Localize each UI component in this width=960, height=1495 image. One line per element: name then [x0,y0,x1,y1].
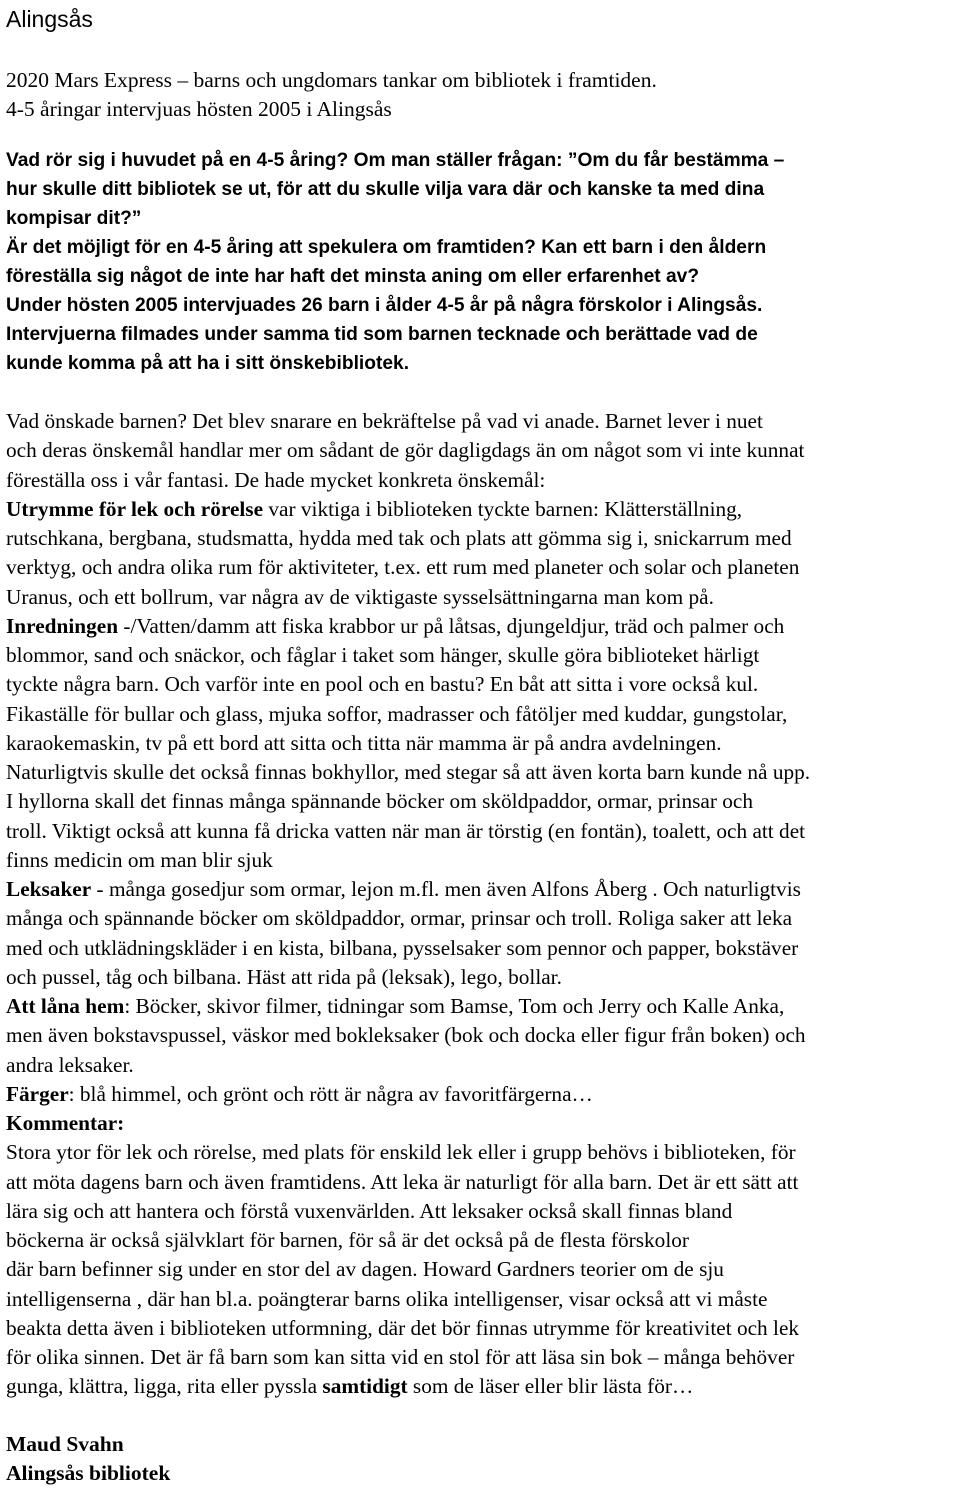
body-line: böckerna är också självklart för barnen, för så är det också på de flesta förskolor [6,1228,689,1252]
body-line: där barn befinner sig under en stor del av dagen. Howard Gardners teorier om de sju [6,1257,724,1282]
body-line [6,1109,956,1138]
body-line: Fikaställe för bullar och glass, mjuka soffor, madrasser och fåtöljer med kuddar, gungstolar, [6,701,788,726]
question-line: Är det möjligt för en 4-5 åring att spekulera om framtiden? Kan ett barn i den åldern [6,237,767,258]
body-line: verktyg, och andra olika rum för aktiviteter, t.ex. ett rum med planeter och solar och planeten [6,555,800,580]
author-name: Maud Svahn [6,1431,124,1456]
body-line-rest: -/Vatten/damm att fiska krabbor ur på låtsas, djungeldjur, träd och palmer och [118,613,785,638]
body-line: föreställa oss i vår fantasi. De hade mycket konkreta önskemål: [6,467,546,492]
body-line [6,875,956,904]
document-title: Alingsås [6,6,93,32]
question-line: Under hösten 2005 intervjuades 26 barn i ålder 4-5 år på några förskolor i Alingsås. [6,295,763,316]
question-line: kompisar dit?” [6,208,142,229]
body-line [6,992,956,1021]
body-line-pre: gunga, klättra, ligga, rita eller pyssla [6,1374,323,1399]
body-line: tyckte några barn. Och varför inte en pool och en bastu? En båt att sitta i vore också kul. [6,672,759,697]
body-line: och pussel, tåg och bilbana. Häst att rida på (leksak), lego, bollar. [6,964,562,989]
intro-line: 2020 Mars Express – barns och ungdomars tankar om bibliotek i framtiden. [6,68,657,92]
body-line [6,1372,956,1401]
body-line [6,495,956,524]
body-line: Vad önskade barnen? Det blev snarare en bekräftelse på vad vi anade. Barnet lever i nuet [6,409,763,433]
body-line: Uranus, och ett bollrum, var några av de viktigaste sysselsättningarna man kom på. [6,584,714,609]
body-line: Stora ytor för lek och rörelse, med plats för enskild lek eller i grupp behövs i biblioteken, för [6,1140,796,1165]
body-line: karaokemaskin, tv på ett bord att sitta och titta när mamma är på andra avdelningen. [6,730,722,755]
body-line: andra leksaker. [6,1052,134,1077]
body-line-rest: : Böcker, skivor filmer, tidningar som Bamse, Tom och Jerry och Kalle Anka, [124,994,785,1018]
body-line: finns medicin om man blir sjuk [6,847,273,872]
body-line: beakta detta även i biblioteken utformning, där det bör finnas utrymme för kreativitet och lek [6,1315,800,1340]
body-line: många och spännande böcker om sköldpaddor, ormar, prinsar och troll. Roliga saker att leka [6,906,793,931]
body-line-post: som de läser eller blir lästa för… [407,1374,694,1399]
body-line-rest: - många gosedjur som ormar, lejon m.fl. men även Alfons Åberg . Och naturligtvis [91,877,801,901]
body-line: troll. Viktigt också att kunna få dricka vatten när man är törstig (en fontän), toalett, och att det [6,818,806,843]
body-line [6,1080,956,1109]
question-line: föreställa sig något de inte har haft det minsta aning om eller erfarenhet av? [6,266,700,287]
body-line: men även bokstavspussel, väskor med bokleksaker (bok och docka eller figur från boken) och [6,1023,806,1048]
body-line: rutschkana, bergbana, studsmatta, hydda med tak och plats att gömma sig i, snickarrum med [6,526,792,550]
heading-colors: Färger [6,1081,69,1106]
body-line: lära sig och att hantera och förstå vuxenvärlden. Att leksaker också skall finnas bland [6,1198,733,1223]
heading-borrow-home: Att låna hem [6,994,125,1018]
intro-line: 4-5 åringar intervjuas hösten 2005 i Alingsås [6,97,392,121]
heading-space-for-play: Utrymme för lek och rörelse [6,496,264,521]
intro-block [6,66,956,124]
heading-comment: Kommentar: [6,1111,125,1135]
heading-toys: Leksaker [6,877,92,901]
body-line: att möta dagens barn och även framtidens. Att leka är naturligt för alla barn. Det är ett sätt att [6,1169,799,1194]
emphasis-simultaneously: samtidigt [322,1374,408,1399]
document-page [6,0,956,1488]
question-line: kunde komma på att ha i sitt önskebibliotek. [6,353,410,374]
body-line: I hyllorna skall det finnas många spännande böcker om sköldpaddor, ormar, prinsar och [6,789,754,814]
body-line: intelligenserna , där han bl.a. poängterar barns olika intelligenser, visar också att vi måste [6,1286,768,1311]
question-line: Intervjuerna filmades under samma tid som barnen tecknade och berättade vad de [6,324,758,345]
question-line: Vad rör sig i huvudet på en 4-5 åring? Om man ställer frågan: ”Om du får bestämma – [6,150,785,171]
body-line: med och utklädningskläder i en kista, bilbana, pysselsaker som pennor och papper, bokstäver [6,935,799,960]
body-line-rest: : blå himmel, och grönt och rött är några av favoritfärgerna… [68,1081,593,1106]
signature-block [6,1430,956,1488]
questions-block [6,146,956,378]
heading-furnishing: Inredningen [6,613,119,638]
body-text [6,407,956,1402]
body-line: för olika sinnen. Det är få barn som kan sitta vid en stol för att läsa sin bok – många behöver [6,1345,795,1369]
body-line [6,612,956,641]
body-line: och deras önskemål handlar mer om sådant de gör dagligdags än om något som vi inte kunnat [6,438,805,463]
author-organization: Alingsås bibliotek [6,1460,171,1485]
body-line: blommor, sand och snäckor, och fåglar i taket som hänger, skulle göra biblioteket härligt [6,643,760,667]
question-line: hur skulle ditt bibliotek se ut, för att du skulle vilja vara där och kanske ta med dina [6,179,765,200]
body-line: Naturligtvis skulle det också finnas bokhyllor, med stegar så att även korta barn kunde nå upp. [6,760,811,784]
body-line-rest: var viktiga i biblioteken tyckte barnen: Klätterställning, [263,496,743,521]
